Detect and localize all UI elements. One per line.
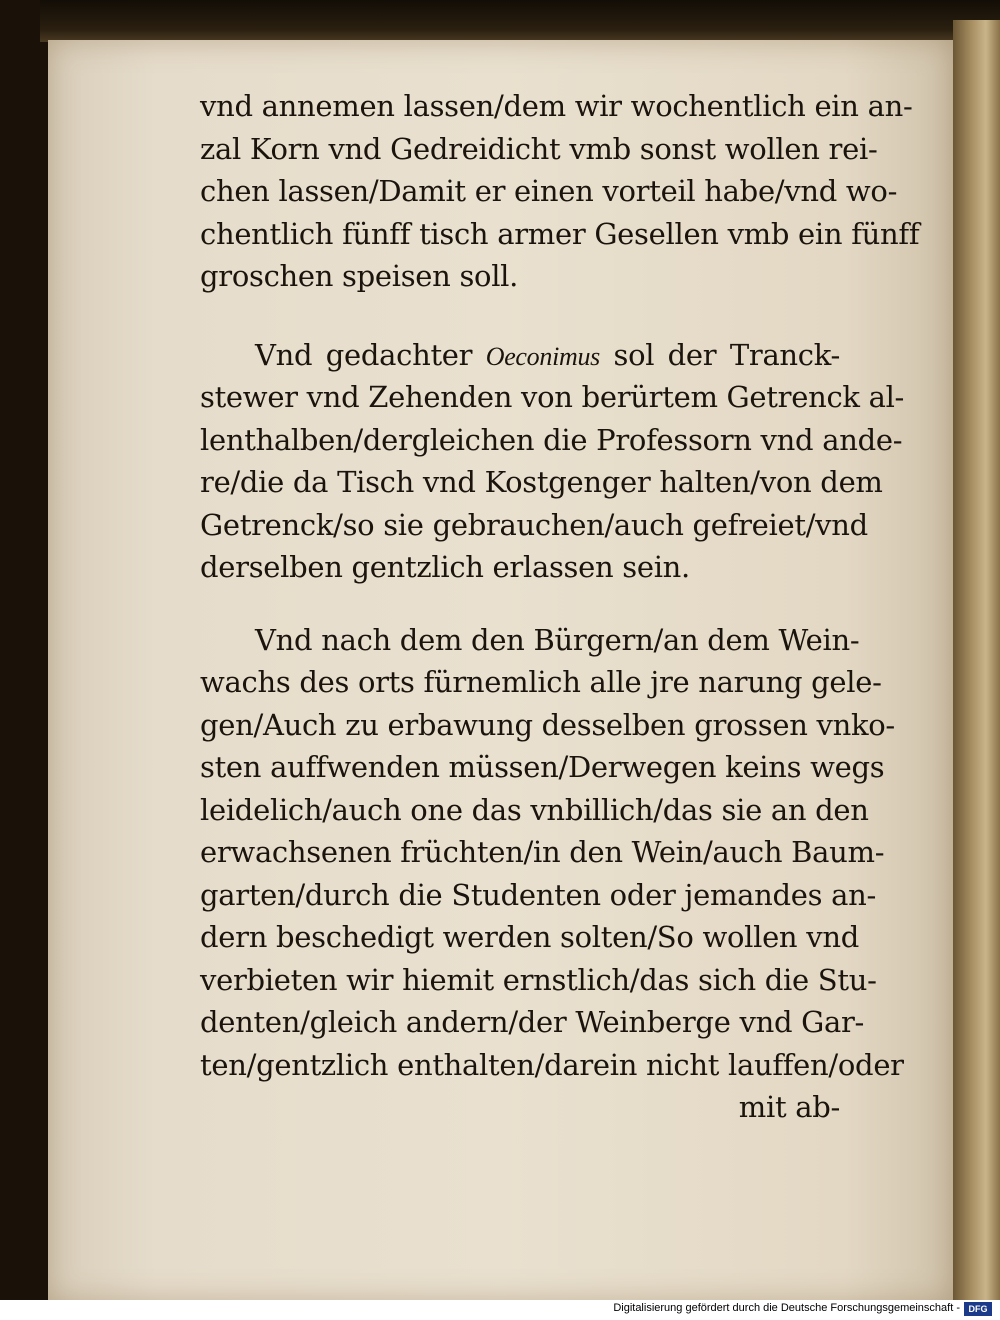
page-text <box>200 85 920 1128</box>
scan-top-edge <box>40 0 1000 42</box>
catchword: mit ab- <box>738 1090 840 1124</box>
paragraph-1 <box>200 85 920 298</box>
text-line: groschen speisen soll. <box>200 259 519 293</box>
text-line: re/die da Tisch vnd Kostgenger halten/von dem <box>200 465 883 499</box>
paragraph-3 <box>200 619 904 1129</box>
latin-term: Oeconimus <box>485 341 600 371</box>
text-line: erwachsenen früchten/in den Wein/auch Baum- <box>200 835 885 869</box>
paragraph-gap <box>200 589 840 619</box>
text-line: leidelich/auch one das vnbillich/das sie an den <box>200 792 869 827</box>
text-fragment: sol der Tranck- <box>613 337 841 372</box>
book-spine-edge <box>953 20 1000 1300</box>
text-line: stewer vnd Zehenden von berürtem Getrenck al- <box>200 380 905 414</box>
text-line: chen lassen/Damit er einen vorteil habe/vnd wo- <box>200 174 898 208</box>
text-line: Getrenck/so sie gebrauchen/auch gefreiet/vnd <box>200 507 868 542</box>
text-line: wachs des orts fürnemlich alle jre narung gele- <box>200 665 882 699</box>
dfg-logo-icon: DFG <box>964 1302 992 1316</box>
paragraph-gap <box>200 298 840 334</box>
text-line: lenthalben/dergleichen die Professorn vnd ande- <box>200 422 903 457</box>
text-line: chentlich fünff tisch armer Gesellen vmb ein fünff <box>200 216 920 251</box>
text-line: dern beschedigt werden solten/So wollen vnd <box>200 920 859 954</box>
text-line: verbieten wir hiemit ernstlich/das sich die Stu- <box>200 962 877 997</box>
text-line: garten/durch die Studenten oder jemandes an- <box>200 877 877 912</box>
text-fragment: Vnd gedachter <box>255 337 473 372</box>
text-line: sten auffwenden müssen/Derwegen keins wegs <box>200 750 885 784</box>
paragraph-2 <box>200 334 905 589</box>
text-line: zal Korn vnd Gedreidicht vmb sonst wollen rei- <box>200 131 878 166</box>
digitization-footer <box>0 1300 1000 1320</box>
text-line: Vnd nach dem den Bürgern/an dem Wein- <box>255 622 860 657</box>
text-line <box>200 334 840 377</box>
footer-credit: Digitalisierung gefördert durch die Deutsche Forschungsgemeinschaft - <box>613 1302 960 1314</box>
text-line: denten/gleich andern/der Weinberge vnd Gar- <box>200 1005 865 1039</box>
text-line: derselben gentzlich erlassen sein. <box>200 550 690 584</box>
text-line: gen/Auch zu erbawung desselben grossen vnko- <box>200 707 895 742</box>
text-line: vnd annemen lassen/dem wir wochentlich ein an- <box>200 89 913 123</box>
text-line: ten/gentzlich enthalten/darein nicht lauffen/oder <box>200 1047 904 1082</box>
